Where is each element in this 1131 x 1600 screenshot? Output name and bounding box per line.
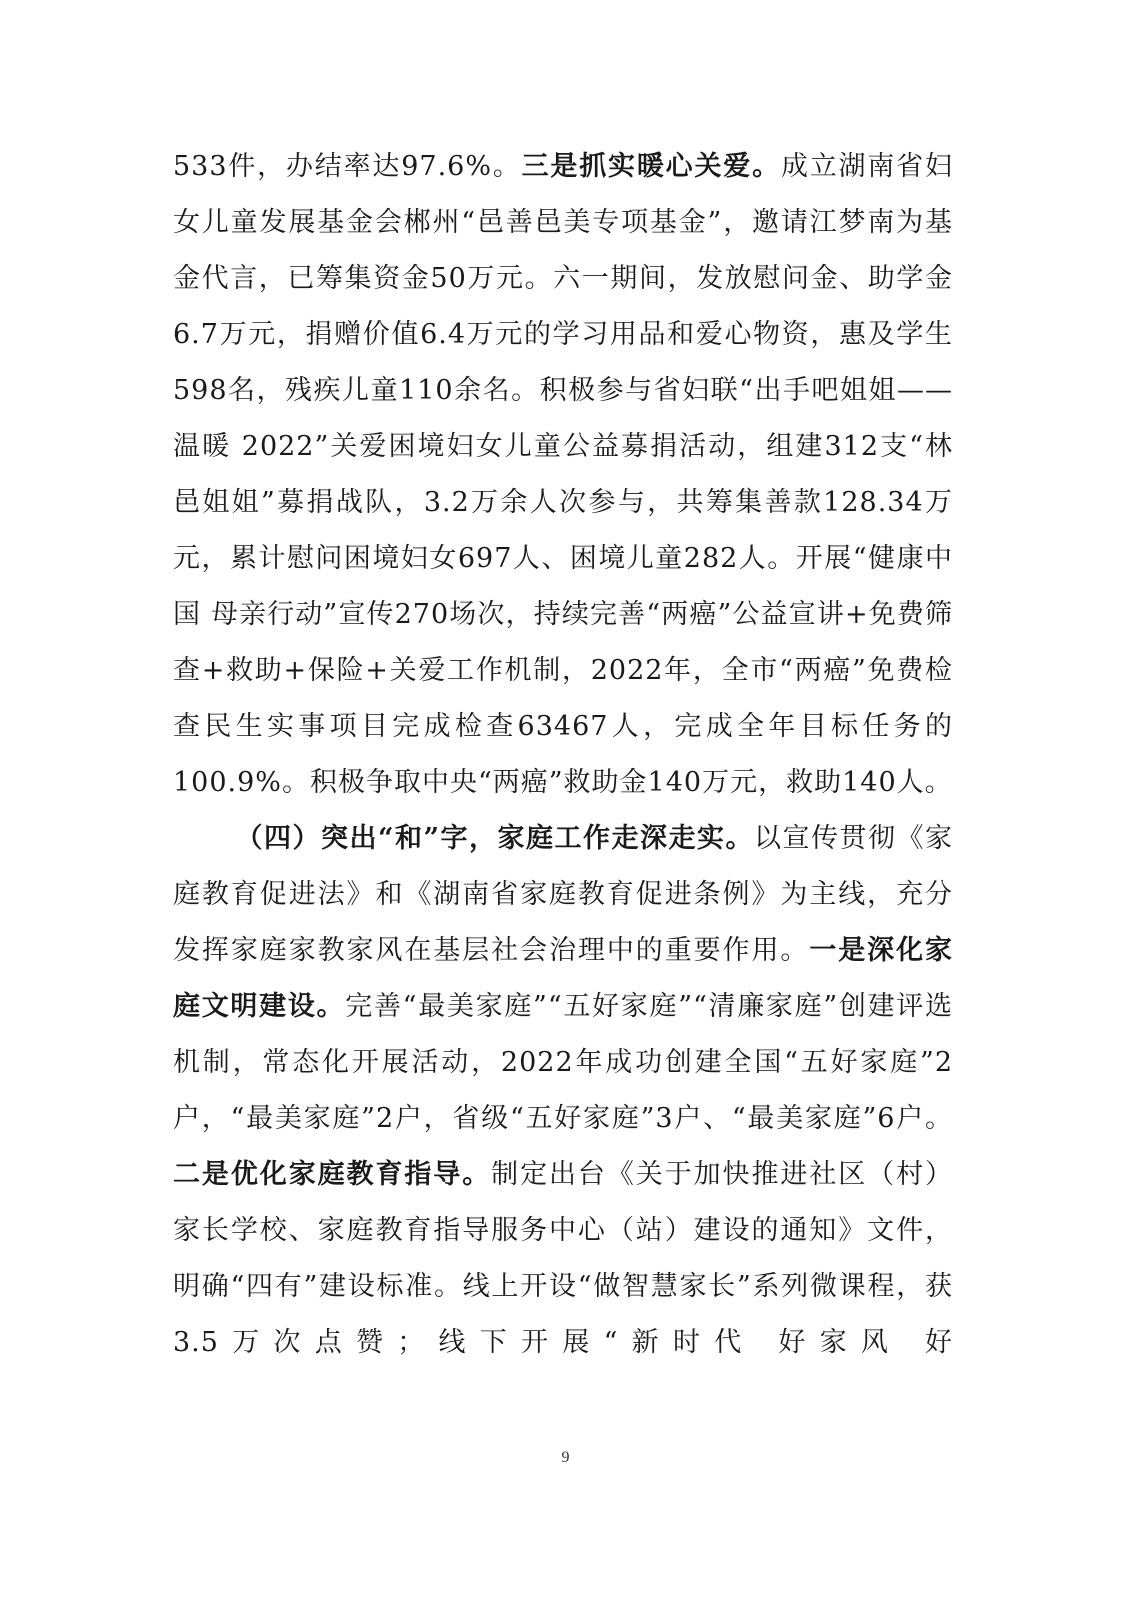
text-run: 完善“最美家庭”“五好家庭”“清廉家庭”创建评选机制，常态化开展活动，2022年成功创建全国“五好家庭”2户，“最美家庭”2户，省级“五好家庭”3户、“最美家庭”6户。 [173, 991, 953, 1134]
paragraph-family-work [173, 811, 953, 1371]
text-run: 533件，办结率达97.6%。 [173, 151, 522, 182]
text-run: 制定出台《关于加快推进社区（村）家长学校、家庭教育指导服务中心（站）建设的通知》文件，明确“四有”建设标准。线上开设“做智慧家长”系列微课程，获3.5万次点赞；线下开展“新时代 好家风 好 [173, 1159, 954, 1358]
text-run: 以宣传贯彻《家庭教育促进法》和《湖南省家庭教育促进条例》为主线，充分发挥家庭家教家风在基层社会治理中的重要作用。 [173, 823, 954, 966]
body-text [173, 139, 953, 1371]
section-heading-four: （四）突出“和”字，家庭工作走深走实。 [235, 823, 755, 854]
text-run: 成立湖南省妇女儿童发展基金会郴州“邑善邑美专项基金”，邀请江梦南为基金代言，已筹集资金50万元。六一期间，发放慰问金、助学金6.7万元，捐赠价值6.4万元的学习用品和爱心物资，惠及学生598名，残疾儿童110余名。积极参与省妇联“出手吧姐姐——温暖 2022”关爱困境妇女儿童公益募捐活动，组建312支“林邑姐姐”募捐战队，3.2万余人次参与，共筹集善款128.34万元，累计慰问困境妇女697人、困境儿童282人。开展“健康中国 母亲行动”宣传270场次，持续完善“两癌”公益宣讲+免费筛查+救助+保险+关爱工作机制，2022年，全市“两癌”免费检查民生实事项目完成检查63467人，完成全年目标任务的100.9%。积极争取中央“两癌”救助金140万元，救助140人。 [173, 151, 953, 798]
bold-heading-family-education: 二是优化家庭教育指导。 [173, 1159, 492, 1190]
paragraph-care-work [173, 139, 953, 811]
page-number: 9 [561, 1449, 570, 1466]
bold-heading-warm-care: 三是抓实暖心关爱。 [521, 151, 781, 182]
bold-heading-family-civilization: 一是深化家庭文明建设。 [173, 935, 954, 1022]
